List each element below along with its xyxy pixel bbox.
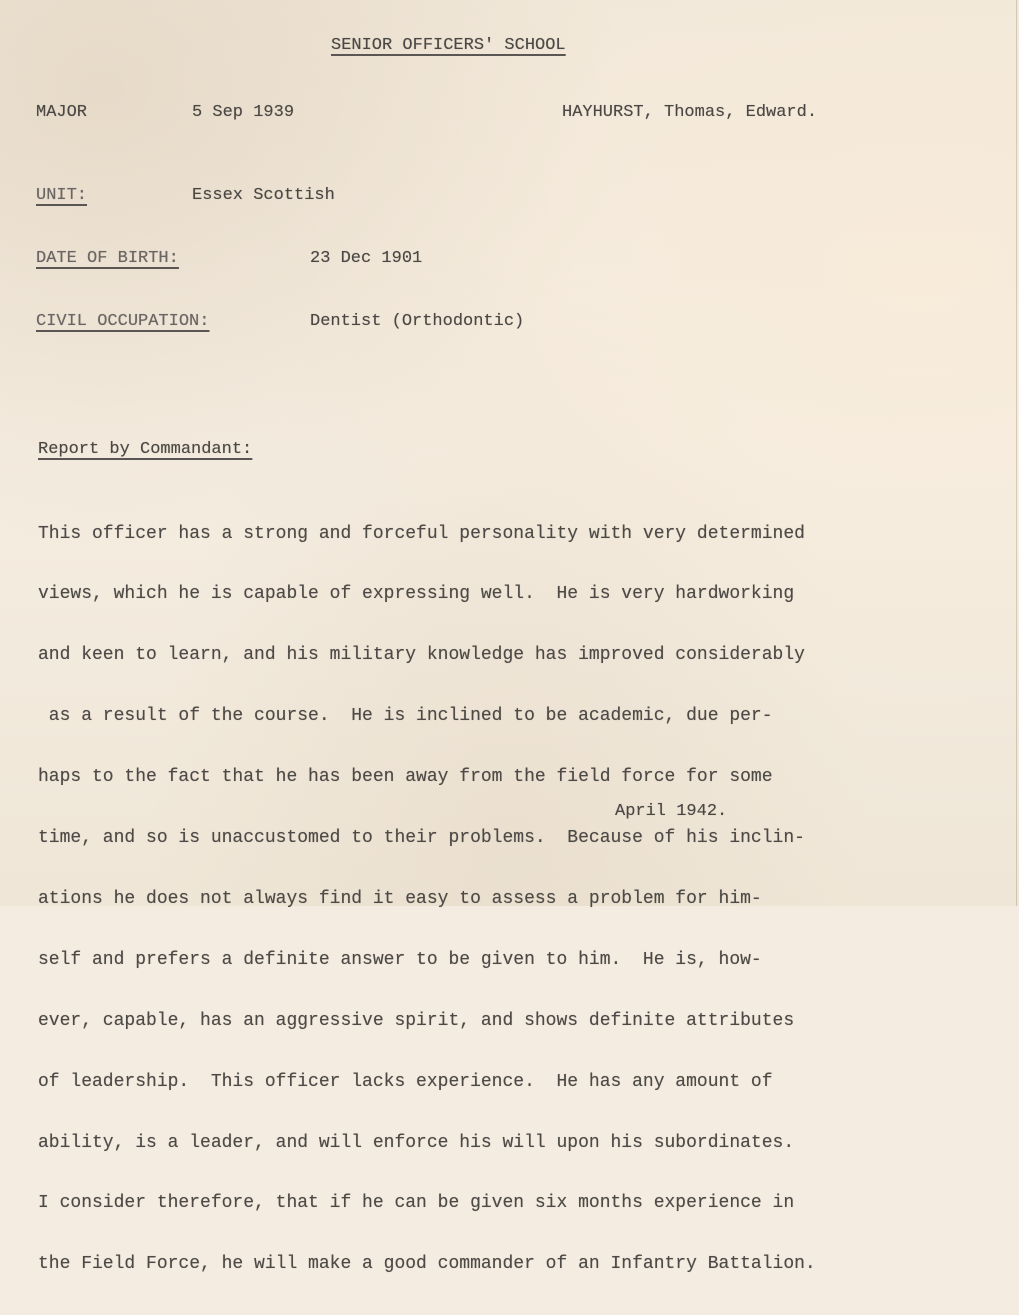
unit-value: Essex Scottish: [192, 186, 335, 205]
unit-label: UNIT:: [36, 186, 88, 205]
rank: MAJOR: [36, 103, 88, 122]
report-line: self and prefers a definite answer to be given to him. He is, how-: [38, 949, 762, 970]
report-line: ability, is a leader, and will enforce his will upon his subordinates.: [38, 1132, 795, 1153]
report-line: and keen to learn, and his military knowledge has improved considerably: [38, 645, 805, 666]
civil-occupation-label: CIVIL OCCUPATION:: [36, 312, 210, 331]
report-line: I consider therefore, that if he can be given six months experience in: [38, 1193, 795, 1214]
report-line: the Field Force, he will make a good commander of an Infantry Battalion.: [38, 1254, 816, 1275]
report-line: of leadership. This officer lacks experience. He has any amount of: [38, 1071, 773, 1092]
report-line: ever, capable, has an aggressive spirit, and shows definite attributes: [38, 1010, 795, 1031]
report-line: haps to the fact that he has been away from the field force for some: [38, 767, 773, 788]
report-body: [38, 483, 816, 1315]
document-heading: SENIOR OFFICERS' SCHOOL: [331, 36, 566, 55]
page-edge: [1016, 0, 1017, 906]
appointment-date: 5 Sep 1939: [192, 103, 295, 122]
report-line: ations he does not always find it easy to assess a problem for him-: [38, 888, 762, 909]
date-of-birth-label: DATE OF BIRTH:: [36, 249, 179, 268]
report-heading: Report by Commandant:: [38, 440, 253, 459]
civil-occupation-value: Dentist (Orthodontic): [310, 312, 525, 331]
report-line: This officer has a strong and forceful personality with very determined: [38, 523, 805, 544]
signature-date: April 1942.: [615, 802, 728, 821]
date-of-birth-value: 23 Dec 1901: [310, 249, 423, 268]
report-line: time, and so is unaccustomed to their problems. Because of his inclin-: [38, 828, 805, 849]
report-line: views, which he is capable of expressing well. He is very hardworking: [38, 584, 795, 605]
officer-name: HAYHURST, Thomas, Edward.: [562, 103, 818, 122]
report-line: as a result of the course. He is inclined to be academic, due per-: [38, 706, 773, 727]
